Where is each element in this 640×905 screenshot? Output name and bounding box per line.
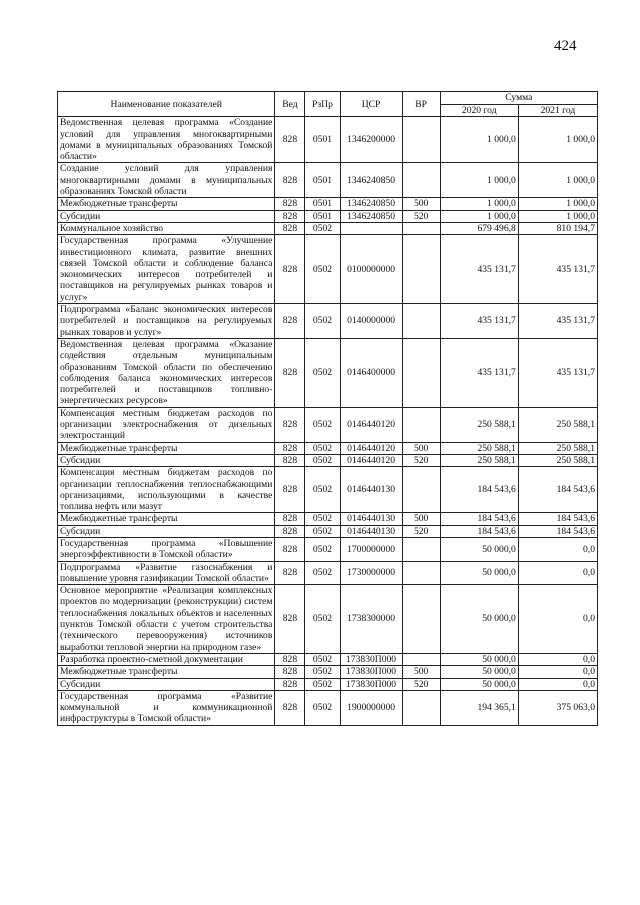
row-sum-2020: 679 496,8 (440, 222, 518, 234)
row-sum-2020: 50 000,0 (440, 678, 518, 690)
row-sum-2021: 250 588,1 (518, 407, 597, 442)
table-row (58, 653, 598, 665)
row-name: Субсидии (58, 678, 275, 690)
table-row (58, 407, 598, 442)
row-vr (402, 537, 440, 561)
row-vr (402, 561, 440, 585)
row-ved: 828 (275, 653, 305, 665)
row-sum-2020: 50 000,0 (440, 537, 518, 561)
row-ved: 828 (275, 666, 305, 678)
row-vr: 520 (402, 678, 440, 690)
row-sum-2020: 1 000,0 (440, 198, 518, 210)
row-ved: 828 (275, 304, 305, 339)
row-sum-2020: 184 543,6 (440, 467, 518, 513)
row-csr: 0146440130 (340, 467, 402, 513)
row-csr: 1730000000 (340, 561, 402, 585)
row-sum-2020: 435 131,7 (440, 304, 518, 339)
header-rzpr: РзПр (305, 92, 340, 117)
row-sum-2021: 435 131,7 (518, 338, 597, 407)
header-year-2021: 2021 год (518, 105, 597, 117)
row-name: Ведомственная целевая программа «Создание условий для управления многоквартирными домами в муниципальных образованиях Томской области» (58, 117, 275, 163)
header-name: Наименование показателей (58, 92, 275, 117)
row-rzpr: 0502 (305, 678, 340, 690)
row-csr: 0146400000 (340, 338, 402, 407)
row-name: Создание условий для управления многоквартирными домами в муниципальных образованиях Томской области (58, 163, 275, 198)
table-row (58, 338, 598, 407)
row-sum-2020: 194 365,1 (440, 690, 518, 725)
row-rzpr: 0502 (305, 653, 340, 665)
row-rzpr: 0502 (305, 338, 340, 407)
row-rzpr: 0502 (305, 513, 340, 525)
row-rzpr: 0502 (305, 525, 340, 537)
row-csr: 173830П000 (340, 678, 402, 690)
row-csr: 1346200000 (340, 117, 402, 163)
row-sum-2021: 435 131,7 (518, 235, 597, 304)
row-vr (402, 690, 440, 725)
row-rzpr: 0502 (305, 537, 340, 561)
row-csr: 0146440120 (340, 407, 402, 442)
row-csr: 1738300000 (340, 585, 402, 654)
row-csr (340, 222, 402, 234)
row-sum-2020: 50 000,0 (440, 561, 518, 585)
table-row (58, 454, 598, 466)
row-name: Межбюджетные трансферты (58, 198, 275, 210)
row-vr (402, 222, 440, 234)
row-vr (402, 467, 440, 513)
row-sum-2021: 0,0 (518, 653, 597, 665)
row-vr: 500 (402, 513, 440, 525)
row-csr: 173830П000 (340, 653, 402, 665)
row-csr: 0140000000 (340, 304, 402, 339)
row-ved: 828 (275, 678, 305, 690)
row-rzpr: 0502 (305, 407, 340, 442)
row-ved: 828 (275, 513, 305, 525)
row-vr: 520 (402, 210, 440, 222)
row-sum-2021: 184 543,6 (518, 467, 597, 513)
table-body (58, 117, 598, 725)
row-vr (402, 117, 440, 163)
row-csr: 1346240850 (340, 210, 402, 222)
row-rzpr: 0502 (305, 690, 340, 725)
row-sum-2020: 184 543,6 (440, 513, 518, 525)
row-name: Компенсация местным бюджетам расходов по организации электроснабжения от дизельных электростанций (58, 407, 275, 442)
table-row (58, 537, 598, 561)
row-sum-2021: 250 588,1 (518, 454, 597, 466)
row-sum-2020: 50 000,0 (440, 666, 518, 678)
row-ved: 828 (275, 117, 305, 163)
row-vr (402, 338, 440, 407)
row-ved: 828 (275, 222, 305, 234)
row-sum-2020: 1 000,0 (440, 210, 518, 222)
table-row (58, 467, 598, 513)
header-vr: ВР (402, 92, 440, 117)
row-rzpr: 0502 (305, 467, 340, 513)
table-row (58, 235, 598, 304)
row-sum-2021: 435 131,7 (518, 304, 597, 339)
table-row (58, 525, 598, 537)
table-row (58, 690, 598, 725)
row-ved: 828 (275, 198, 305, 210)
row-name: Государственная программа «Развитие коммунальной и коммуникационной инфраструктуры в Томской области» (58, 690, 275, 725)
row-csr: 1346240850 (340, 198, 402, 210)
row-name: Государственная программа «Повышение энергоэффективности в Томской области» (58, 537, 275, 561)
table-row (58, 666, 598, 678)
header-ved: Вед (275, 92, 305, 117)
table-row (58, 117, 598, 163)
row-sum-2020: 184 543,6 (440, 525, 518, 537)
row-name: Межбюджетные трансферты (58, 666, 275, 678)
row-vr (402, 235, 440, 304)
row-vr (402, 304, 440, 339)
row-rzpr: 0502 (305, 666, 340, 678)
row-name: Субсидии (58, 525, 275, 537)
row-sum-2021: 0,0 (518, 561, 597, 585)
row-vr: 500 (402, 198, 440, 210)
table-row (58, 442, 598, 454)
row-ved: 828 (275, 338, 305, 407)
row-sum-2021: 0,0 (518, 666, 597, 678)
row-vr (402, 407, 440, 442)
table-row (58, 198, 598, 210)
header-csr: ЦСР (340, 92, 402, 117)
row-vr: 520 (402, 454, 440, 466)
table-row (58, 513, 598, 525)
table-row (58, 210, 598, 222)
row-sum-2021: 375 063,0 (518, 690, 597, 725)
row-vr: 500 (402, 666, 440, 678)
row-ved: 828 (275, 235, 305, 304)
row-name: Межбюджетные трансферты (58, 442, 275, 454)
row-rzpr: 0502 (305, 454, 340, 466)
row-vr (402, 653, 440, 665)
row-csr: 1700000000 (340, 537, 402, 561)
row-rzpr: 0501 (305, 210, 340, 222)
table-row (58, 222, 598, 234)
row-rzpr: 0502 (305, 304, 340, 339)
row-vr: 520 (402, 525, 440, 537)
table-row (58, 585, 598, 654)
row-sum-2021: 0,0 (518, 537, 597, 561)
row-rzpr: 0502 (305, 235, 340, 304)
row-name: Государственная программа «Улучшение инвестиционного климата, развитие внешних связей Томской области и соблюдение баланса экономических интересов потребителей и поставщиков на регулируемых рынках товаров и услуг» (58, 235, 275, 304)
row-rzpr: 0501 (305, 117, 340, 163)
row-name: Коммунальное хозяйство (58, 222, 275, 234)
row-ved: 828 (275, 407, 305, 442)
row-ved: 828 (275, 163, 305, 198)
row-name: Разработка проектно-сметной документации (58, 653, 275, 665)
row-rzpr: 0502 (305, 585, 340, 654)
row-ved: 828 (275, 467, 305, 513)
row-name: Основное мероприятие «Реализация комплексных проектов по модернизации (реконструкции) систем теплоснабжения локальных объектов и населенных пунктов Томской области с учетом строительства (технического перевооружения) источников выработки тепловой энергии на природном газе» (58, 585, 275, 654)
row-csr: 173830П000 (340, 666, 402, 678)
row-name: Компенсация местным бюджетам расходов по организации теплоснабжения теплоснабжающими организациями, использующими в качестве топлива нефть или мазут (58, 467, 275, 513)
row-sum-2020: 250 588,1 (440, 454, 518, 466)
row-sum-2021: 1 000,0 (518, 163, 597, 198)
row-rzpr: 0502 (305, 442, 340, 454)
row-csr: 0146440120 (340, 454, 402, 466)
row-csr: 0146440130 (340, 525, 402, 537)
header-year-2020: 2020 год (440, 105, 518, 117)
row-sum-2021: 1 000,0 (518, 117, 597, 163)
row-sum-2020: 250 588,1 (440, 442, 518, 454)
row-sum-2021: 0,0 (518, 678, 597, 690)
row-csr: 0146440130 (340, 513, 402, 525)
row-csr: 0100000000 (340, 235, 402, 304)
row-sum-2020: 435 131,7 (440, 235, 518, 304)
row-rzpr: 0501 (305, 163, 340, 198)
table-row (58, 678, 598, 690)
row-name: Субсидии (58, 454, 275, 466)
row-name: Ведомственная целевая программа «Оказание содействия отдельным муниципальным образованиям Томской области по обеспечению соблюдения баланса экономических интересов потребителей и поставщиков топливно-энергетических ресурсов» (58, 338, 275, 407)
row-sum-2020: 50 000,0 (440, 653, 518, 665)
row-sum-2021: 1 000,0 (518, 198, 597, 210)
row-rzpr: 0501 (305, 198, 340, 210)
row-sum-2021: 1 000,0 (518, 210, 597, 222)
row-name: Субсидии (58, 210, 275, 222)
row-ved: 828 (275, 442, 305, 454)
table-row (58, 304, 598, 339)
row-sum-2021: 0,0 (518, 585, 597, 654)
row-vr: 500 (402, 442, 440, 454)
row-sum-2021: 184 543,6 (518, 525, 597, 537)
row-name: Межбюджетные трансферты (58, 513, 275, 525)
row-rzpr: 0502 (305, 222, 340, 234)
header-summa: Сумма (440, 92, 597, 105)
row-sum-2020: 250 588,1 (440, 407, 518, 442)
row-csr: 1900000000 (340, 690, 402, 725)
row-ved: 828 (275, 690, 305, 725)
row-sum-2021: 250 588,1 (518, 442, 597, 454)
row-sum-2021: 810 194,7 (518, 222, 597, 234)
row-name: Подпрограмма «Баланс экономических интересов потребителей и поставщиков на регулируемых рынках товаров и услуг» (58, 304, 275, 339)
row-ved: 828 (275, 454, 305, 466)
row-ved: 828 (275, 537, 305, 561)
row-vr (402, 163, 440, 198)
budget-table (57, 91, 598, 726)
page-number: 424 (554, 38, 577, 54)
row-sum-2020: 1 000,0 (440, 163, 518, 198)
row-ved: 828 (275, 525, 305, 537)
row-sum-2020: 1 000,0 (440, 117, 518, 163)
row-ved: 828 (275, 561, 305, 585)
row-vr (402, 585, 440, 654)
row-csr: 1346240850 (340, 163, 402, 198)
row-ved: 828 (275, 210, 305, 222)
row-name: Подпрограмма «Развитие газоснабжения и повышение уровня газификации Томской области» (58, 561, 275, 585)
row-sum-2020: 50 000,0 (440, 585, 518, 654)
row-sum-2020: 435 131,7 (440, 338, 518, 407)
table-row (58, 163, 598, 198)
row-sum-2021: 184 543,6 (518, 513, 597, 525)
row-csr: 0146440120 (340, 442, 402, 454)
table-row (58, 561, 598, 585)
row-ved: 828 (275, 585, 305, 654)
row-rzpr: 0502 (305, 561, 340, 585)
